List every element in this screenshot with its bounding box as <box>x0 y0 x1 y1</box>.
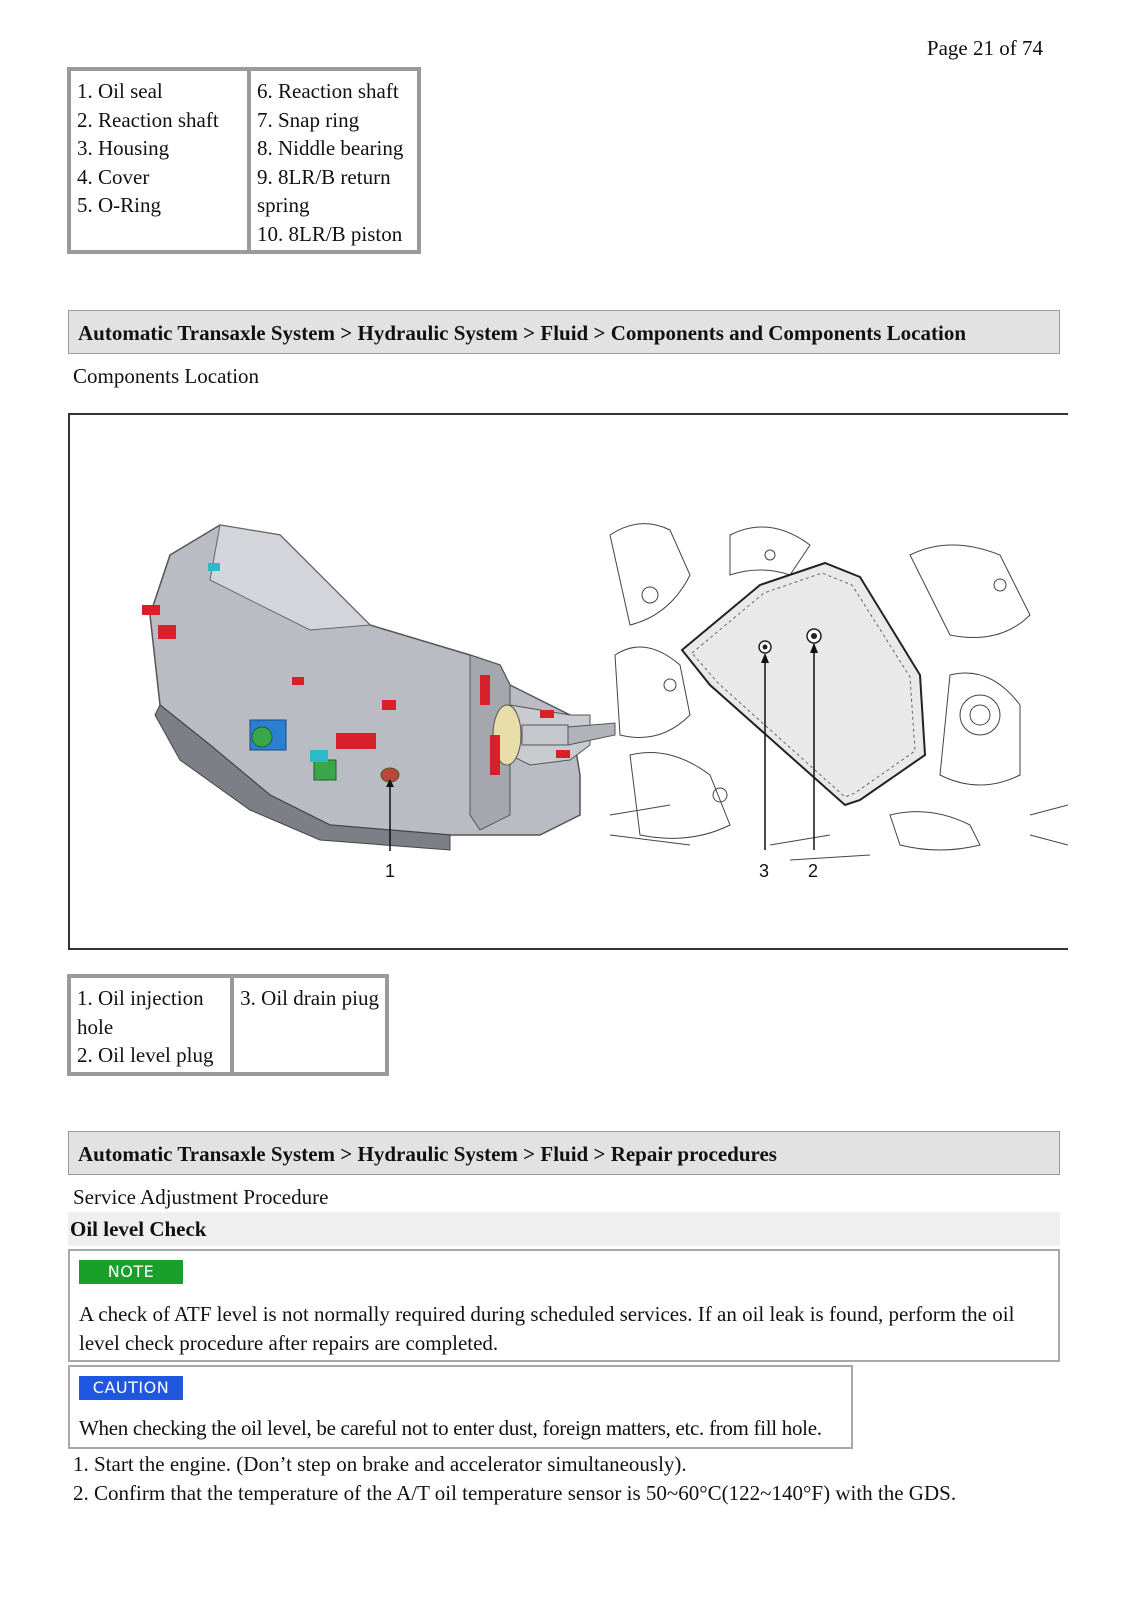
legend-item: 1. Oil seal <box>77 79 163 103</box>
page-number: Page 21 of 74 <box>926 36 1043 60</box>
legend-item: 5. O-Ring <box>77 193 161 217</box>
legend-item: spring <box>257 193 310 217</box>
legend-item: 3. Housing <box>77 136 170 160</box>
oil-pan <box>682 563 925 805</box>
callout-label: 1 <box>385 861 396 881</box>
callout-label: 2 <box>808 861 819 881</box>
section-breadcrumb-repair: Automatic Transaxle System > Hydraulic System > Fluid > Repair procedures <box>68 1131 1060 1175</box>
legend-item: 2. Oil level plug <box>77 1043 214 1067</box>
legend-item: 9. 8LR/B return <box>257 164 391 189</box>
components-location-heading: Components Location <box>73 364 260 388</box>
legend-item: 7. Snap ring <box>257 107 360 132</box>
legend-item: 1. Oil injection <box>77 986 204 1010</box>
transaxle-illustration <box>70 415 1068 948</box>
note-text-line: A check of ATF level is not normally required during scheduled services. If an oil leak is found, perform the oil <box>79 1302 1015 1326</box>
parts-legend-table <box>67 67 421 254</box>
legend-item: 10. 8LR/B piston <box>257 221 403 246</box>
legend-column-2 <box>232 976 387 1074</box>
legend-item: hole <box>77 1014 114 1039</box>
legend-column-1 <box>69 976 232 1074</box>
legend-item: 2. Reaction shaft <box>77 107 219 132</box>
components-location-figure <box>68 413 1068 950</box>
legend-column-2 <box>249 69 419 252</box>
note-box <box>68 1249 1060 1362</box>
legend-item: 8. Niddle bearing <box>257 136 404 160</box>
caution-badge: CAUTION <box>79 1376 183 1400</box>
oil-level-check-title: Oil level Check <box>68 1212 1060 1246</box>
procedure-step: 2. Confirm that the temperature of the A/T oil temperature sensor is 50~60°C(122~140°F) with the GDS. <box>73 1481 957 1505</box>
caution-text: When checking the oil level, be careful not to enter dust, foreign matters, etc. from fill hole. <box>79 1416 822 1440</box>
note-text-line: level check procedure after repairs are completed. <box>79 1331 499 1355</box>
service-procedure-heading: Service Adjustment Procedure <box>73 1185 329 1209</box>
section-breadcrumb-components: Automatic Transaxle System > Hydraulic System > Fluid > Components and Components Location <box>68 310 1060 354</box>
legend-item: 6. Reaction shaft <box>257 79 399 103</box>
legend-item: 4. Cover <box>77 164 150 189</box>
legend-column-1 <box>69 69 249 252</box>
note-badge: NOTE <box>79 1260 183 1284</box>
caution-box <box>68 1365 853 1449</box>
transmission-assembly-drawing <box>142 525 615 851</box>
callout-label: 3 <box>759 861 770 881</box>
plugs-legend-table <box>67 974 389 1076</box>
legend-item: 3. Oil drain piug <box>240 986 379 1010</box>
procedure-step: 1. Start the engine. (Don’t step on brake and accelerator simultaneously). <box>73 1452 687 1476</box>
